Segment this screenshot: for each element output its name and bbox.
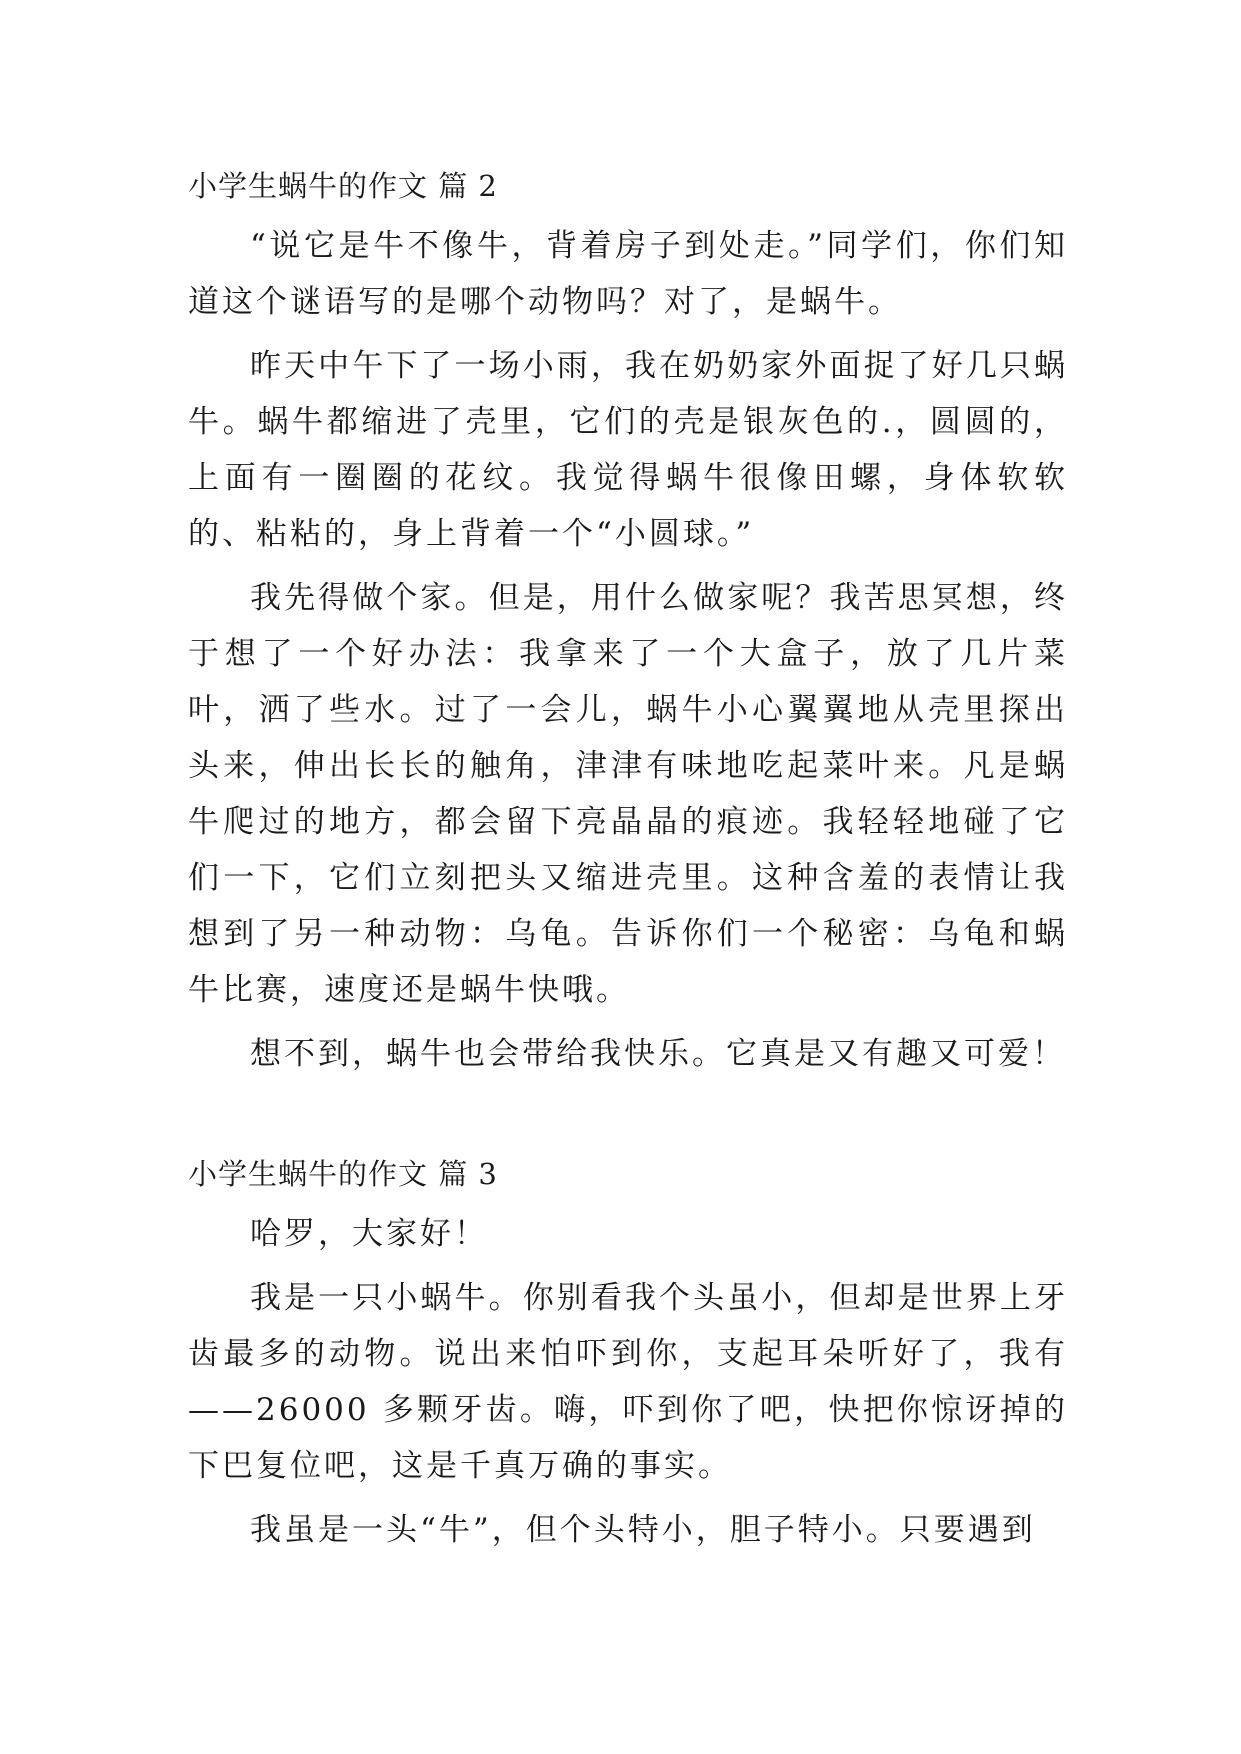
essay-section-2 xyxy=(188,164,1068,1090)
essay-heading: 小学生蜗牛的作文 篇 3 xyxy=(188,1157,498,1191)
essay-heading: 小学生蜗牛的作文 篇 2 xyxy=(188,169,498,203)
paragraph: 昨天中午下了一场小雨，我在奶奶家外面捉了好几只蜗牛。蜗牛都缩进了壳里，它们的壳是银灰色的.，圆圆的，上面有一圈圈的花纹。我觉得蜗牛很像田螺，身体软软的、粘粘的，身上背着一个“小圆球。” xyxy=(188,348,1068,552)
paragraph: 我是一只小蜗牛。你别看我个头虽小，但却是世界上牙齿最多的动物。说出来怕吓到你，支起耳朵听好了，我有——26000 多颗牙齿。嗨，吓到你了吧，快把你惊讶掉的下巴复位吧，这是千真万确的事实。 xyxy=(188,1280,1068,1484)
paragraph: 我先得做个家。但是，用什么做家呢？我苦思冥想，终于想了一个好办法：我拿来了一个大盒子，放了几片菜叶，洒了些水。过了一会儿，蜗牛小心翼翼地从壳里探出头来，伸出长长的触角，津津有味地吃起菜叶来。凡是蜗牛爬过的地方，都会留下亮晶晶的痕迹。我轻轻地碰了它们一下，它们立刻把头又缩进壳里。这种含羞的表情让我想到了另一种动物：乌龟。告诉你们一个秘密：乌龟和蜗牛比赛，速度还是蜗牛快哦。 xyxy=(188,580,1068,1008)
paragraph: 哈罗，大家好！ xyxy=(250,1216,488,1252)
paragraph: 想不到，蜗牛也会带给我快乐。它真是又有趣又可爱！ xyxy=(250,1036,1066,1072)
essay-section-3 xyxy=(188,1152,1068,1566)
paragraph: “说它是牛不像牛，背着房子到处走。”同学们，你们知道这个谜语写的是哪个动物吗？对了，是蜗牛。 xyxy=(188,228,1068,320)
paragraph: 我虽是一头“牛”，但个头特小，胆子特小。只要遇到 xyxy=(250,1512,1036,1548)
